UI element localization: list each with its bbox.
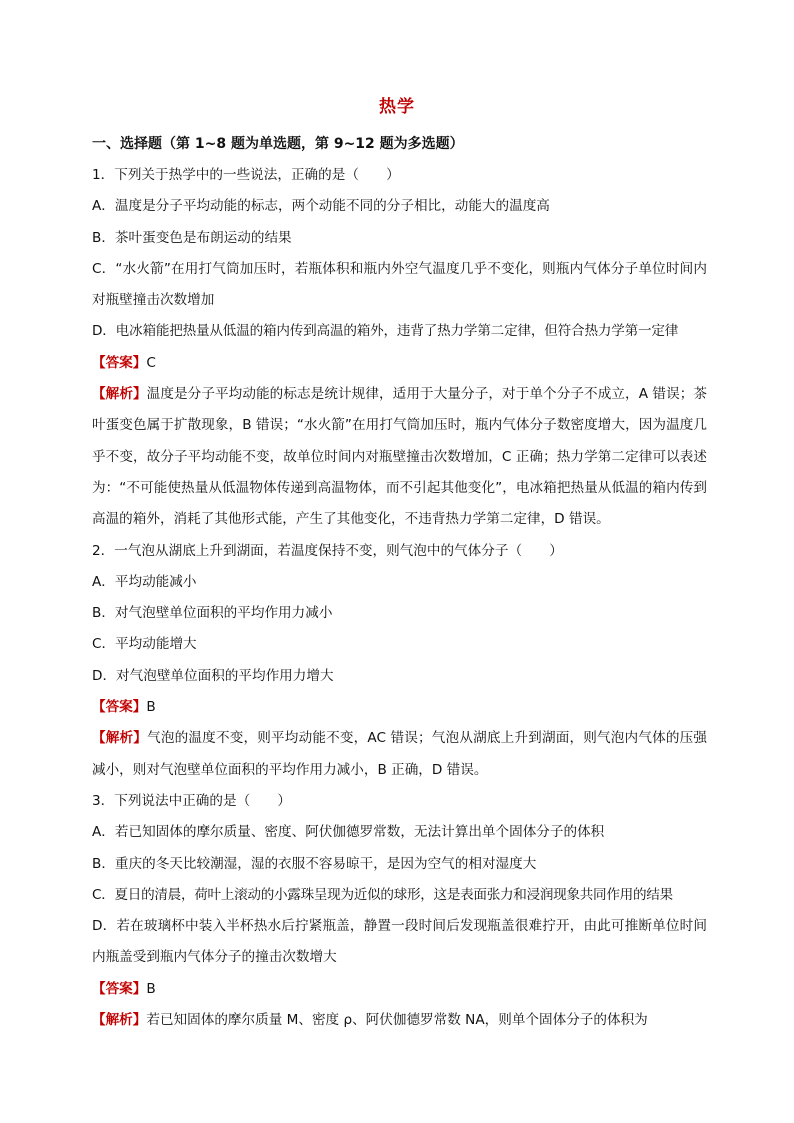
- question-stem: 3．下列说法中正确的是（ ）: [92, 792, 291, 809]
- analysis-paragraph: [92, 379, 707, 535]
- option-d: D．电冰箱能把热量从低温的箱内传到高温的箱外，违背了热力学第二定律，但符合热力学第一定律: [92, 323, 679, 340]
- analysis-label: 【解析】: [92, 386, 147, 403]
- option-a: A．若已知固体的摩尔质量、密度、阿伏伽德罗常数，无法计算出单个固体分子的体积: [92, 824, 605, 841]
- section-heading: 一、选择题（第 1~8 题为单选题，第 9~12 题为多选题）: [92, 136, 464, 152]
- option-c: C．“水火箭”在用打气筒加压时，若瓶体积和瓶内外空气温度几乎不变化，则瓶内气体分子单位时间内对瓶壁撞击次数增加: [92, 260, 707, 309]
- analysis-text: 若已知固体的摩尔质量 M、密度 ρ、阿伏伽德罗常数 NA，则单个固体分子的体积为: [146, 1012, 648, 1029]
- page-title: 热学: [379, 97, 415, 117]
- option-d: D．若在玻璃杯中装入半杯热水后拧紧瓶盖，静置一段时间后发现瓶盖很难拧开，由此可推断单位时间内瓶盖受到瓶内气体分子的撞击次数增大: [92, 918, 707, 966]
- option-b: B．对气泡壁单位面积的平均作用力减小: [92, 605, 333, 622]
- analysis-text: 温度是分子平均动能的标志是统计规律，适用于大量分子，对于单个分子不成立，A 错误；茶叶蛋变色属于扩散现象，B 错误；“水火箭”在用打气筒加压时，瓶内气体分子数密度增大，因为温度几乎不变，故分子平均动能不变，故单位时间内对瓶壁撞击次数增加，C 正确；热力学第二定律可以表述为：“不可能使热量从低温物体传递到高温物体，而不引起其他变化”，电冰箱把热量从低温的箱内传到高温的箱外，消耗了其他形式能，产生了其他变化，不违背热力学第二定律，D 错误。: [92, 386, 707, 528]
- answer-label: 【答案】: [92, 980, 147, 997]
- answer-line: [92, 692, 707, 723]
- option-a: A．温度是分子平均动能的标志，两个动能不同的分子相比，动能大的温度高: [92, 198, 550, 215]
- answer-value: C: [146, 354, 156, 371]
- analysis-paragraph: [92, 723, 707, 786]
- analysis-paragraph: [92, 1005, 707, 1036]
- answer-value: B: [146, 699, 156, 716]
- analysis-label: 【解析】: [92, 1012, 147, 1029]
- question-stem: 1．下列关于热学中的一些说法，正确的是（ ）: [92, 167, 400, 183]
- analysis-label: 【解析】: [92, 730, 148, 747]
- question-stem: 2．一气泡从湖底上升到湖面，若温度保持不变，则气泡中的气体分子（ ）: [92, 542, 563, 559]
- option-c: C．夏日的清晨，荷叶上滚动的小露珠呈现为近似的球形，这是表面张力和浸润现象共同作用的结果: [92, 886, 673, 903]
- option-d: D．对气泡壁单位面积的平均作用力增大: [92, 667, 334, 684]
- option-c: C．平均动能增大: [92, 636, 197, 653]
- answer-label: 【答案】: [92, 699, 147, 716]
- answer-line: [92, 348, 707, 379]
- analysis-text: 气泡的温度不变，则平均动能不变，AC 错误；气泡从湖底上升到湖面，则气泡内气体的压强减小，则对气泡壁单位面积的平均作用力减小，B 正确，D 错误。: [92, 730, 708, 778]
- option-a: A．平均动能减小: [92, 573, 197, 590]
- option-b: B．茶叶蛋变色是布朗运动的结果: [92, 229, 292, 246]
- question-list: [92, 160, 707, 1036]
- option-b: B．重庆的冬天比较潮湿，湿的衣服不容易晾干，是因为空气的相对湿度大: [92, 855, 537, 872]
- answer-label: 【答案】: [92, 354, 147, 371]
- answer-line: [92, 974, 707, 1005]
- answer-value: B: [146, 980, 156, 997]
